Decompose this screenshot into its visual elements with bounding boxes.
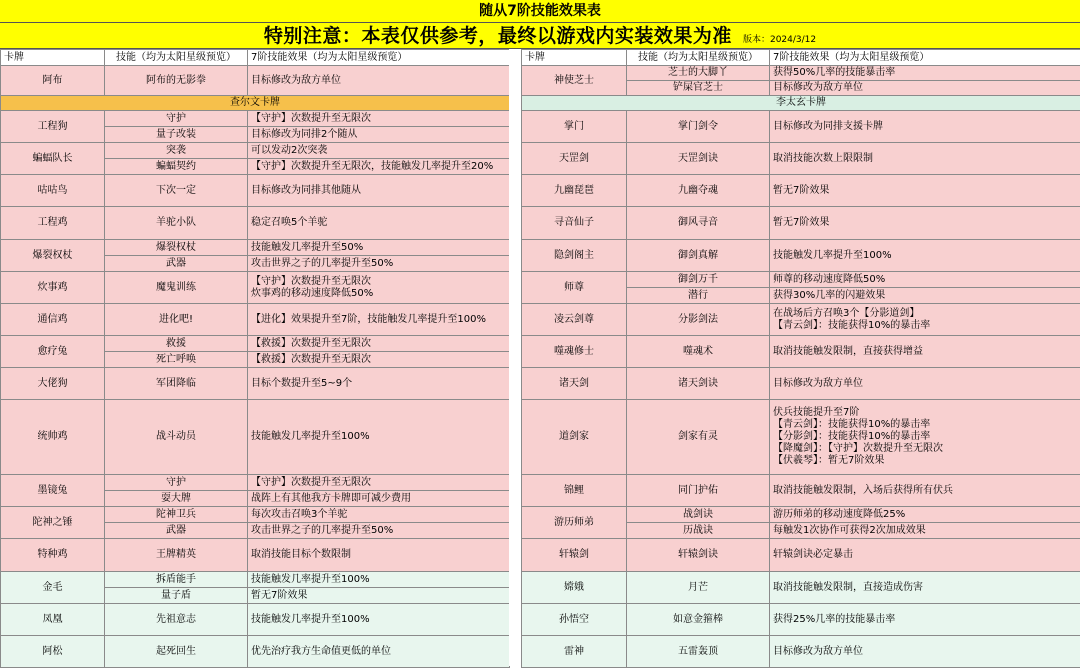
table-row	[1, 368, 510, 400]
column-header: 技能（均为太阳星级预览）	[627, 50, 770, 66]
card-name: 大佬狗	[1, 368, 105, 400]
skill-effect: 【守护】次数提升至无限次 炊事鸡的移动速度降低50%	[248, 272, 510, 304]
skill-name: 军团降临	[105, 368, 248, 400]
card-name: 愈疗兔	[1, 336, 105, 368]
column-header: 7阶技能效果（均为太阳星级预览）	[248, 50, 510, 66]
skill-effect: 目标个数提升至5~9个	[248, 368, 510, 400]
skill-effect: 获得25%几率的技能暴击率	[770, 604, 1080, 636]
skill-name: 下次一定	[105, 175, 248, 207]
table-row	[1, 111, 510, 127]
table-row	[522, 272, 1080, 288]
skill-name: 死亡呼唤	[105, 352, 248, 368]
skill-effect: 取消技能次数上限限制	[770, 143, 1080, 175]
skill-name: 王牌精英	[105, 539, 248, 572]
card-name: 诸天剑	[522, 368, 627, 400]
card-name: 统帅鸡	[1, 400, 105, 475]
skill-effect: 游历师弟的移动速度降低25%	[770, 507, 1080, 523]
card-name: 神使芝士	[522, 66, 627, 96]
card-name: 通信鸡	[1, 304, 105, 336]
skill-name: 起死回生	[105, 636, 248, 668]
skill-effect: 在战场后方召唤3个【分影道剑】 【青云剑】：技能获得10%的暴击率	[770, 304, 1080, 336]
table-row	[1, 304, 510, 336]
skill-name: 拆盾能手	[105, 572, 248, 588]
skill-effect: 【进化】效果提升至7阶，技能触发几率提升至100%	[248, 304, 510, 336]
skill-name: 阿布的无影拳	[105, 66, 248, 96]
card-name: 天罡剑	[522, 143, 627, 175]
skill-name: 轩辕剑诀	[627, 539, 770, 572]
table-row	[1, 272, 510, 304]
table-row	[522, 175, 1080, 207]
skill-effect: 目标修改为同排支援卡牌	[770, 111, 1080, 143]
table-row	[1, 604, 510, 636]
skill-effect: 技能触发几率提升至100%	[770, 240, 1080, 272]
table-row	[522, 66, 1080, 81]
skill-effect: 目标修改为敌方单位	[770, 368, 1080, 400]
card-name: 工程狗	[1, 111, 105, 143]
skill-name: 爆裂权杖	[105, 240, 248, 256]
skill-name: 剑家有灵	[627, 400, 770, 475]
table-row	[1, 475, 510, 491]
skill-name: 先祖意志	[105, 604, 248, 636]
card-name: 特种鸡	[1, 539, 105, 572]
table-row	[522, 336, 1080, 368]
skill-name: 分影剑法	[627, 304, 770, 336]
skill-effect: 获得50%几率的技能暴击率	[770, 66, 1080, 81]
skill-effect: 获得30%几率的闪避效果	[770, 288, 1080, 304]
table-row	[522, 507, 1080, 523]
skill-effect: 目标修改为同排其他随从	[248, 175, 510, 207]
skill-name: 天罡剑诀	[627, 143, 770, 175]
left-table	[0, 49, 510, 668]
skill-name: 武器	[105, 256, 248, 272]
table-row	[522, 143, 1080, 175]
card-name: 游历师弟	[522, 507, 627, 539]
skill-effect: 目标修改为同排2个随从	[248, 127, 510, 143]
skill-name: 御剑真解	[627, 240, 770, 272]
skill-name: 五雷轰顶	[627, 636, 770, 668]
skill-effect: 师尊的移动速度降低50%	[770, 272, 1080, 288]
card-name: 蝙蝠队长	[1, 143, 105, 175]
column-header: 技能（均为太阳星级预览）	[105, 50, 248, 66]
skill-name: 耍大牌	[105, 491, 248, 507]
skill-effect: 技能触发几率提升至100%	[248, 400, 510, 475]
table-row	[1, 539, 510, 572]
skill-name: 同门护佑	[627, 475, 770, 507]
skill-name: 掌门剑令	[627, 111, 770, 143]
skill-name: 芝士的大脚丫	[627, 66, 770, 81]
column-header: 7阶技能效果（均为太阳星级预览）	[770, 50, 1080, 66]
skill-effect: 目标修改为敌方单位	[248, 66, 510, 96]
skill-effect: 技能触发几率提升至100%	[248, 604, 510, 636]
skill-effect: 【守护】次数提升至无限次	[248, 111, 510, 127]
skill-effect: 每次攻击召唤3个羊驼	[248, 507, 510, 523]
skill-effect: 取消技能触发限制，直接获得增益	[770, 336, 1080, 368]
skill-effect: 技能触发几率提升至50%	[248, 240, 510, 256]
table-row	[1, 636, 510, 668]
card-name: 师尊	[522, 272, 627, 304]
column-header: 卡牌	[1, 50, 105, 66]
skill-name: 羊驼小队	[105, 207, 248, 240]
skill-name: 如意金箍棒	[627, 604, 770, 636]
skill-effect: 取消技能触发限制，直接造成伤害	[770, 572, 1080, 604]
skill-name: 御剑万千	[627, 272, 770, 288]
skill-effect: 目标修改为敌方单位	[770, 636, 1080, 668]
card-name: 爆裂权杖	[1, 240, 105, 272]
table-row	[522, 475, 1080, 507]
card-name: 金毛	[1, 572, 105, 604]
skill-name: 救援	[105, 336, 248, 352]
card-name: 凤凰	[1, 604, 105, 636]
table-row	[522, 636, 1080, 668]
notice-text: 特别注意：本表仅供参考，最终以游戏内实装效果为准	[264, 25, 732, 47]
skill-effect: 取消技能触发限制，入场后获得所有伏兵	[770, 475, 1080, 507]
skill-name: 潜行	[627, 288, 770, 304]
skill-name: 武器	[105, 523, 248, 539]
table-row	[1, 240, 510, 256]
table-row	[1, 66, 510, 96]
skill-name: 陀神卫兵	[105, 507, 248, 523]
table-row	[1, 143, 510, 159]
card-name: 掌门	[522, 111, 627, 143]
table-row	[522, 539, 1080, 572]
skill-name: 九幽夺魂	[627, 175, 770, 207]
card-name: 嫦娥	[522, 572, 627, 604]
version-label: 版本：2024/3/12	[743, 35, 816, 45]
skill-effect: 技能触发几率提升至100%	[248, 572, 510, 588]
card-name: 道剑家	[522, 400, 627, 475]
skill-name: 战斗动员	[105, 400, 248, 475]
table-row	[522, 111, 1080, 143]
skill-name: 魔鬼训练	[105, 272, 248, 304]
column-header: 卡牌	[522, 50, 627, 66]
table-row	[522, 304, 1080, 336]
table-row	[522, 207, 1080, 240]
card-name: 阿布	[1, 66, 105, 96]
table-title: 随从7阶技能效果表	[0, 0, 1080, 23]
section-header: 李太玄卡牌	[522, 96, 1080, 111]
table-row	[1, 572, 510, 588]
skill-effect: 【守护】次数提升至无限次	[248, 475, 510, 491]
card-name: 九幽琵琶	[522, 175, 627, 207]
card-name: 雷神	[522, 636, 627, 668]
skill-name: 战剑诀	[627, 507, 770, 523]
table-row	[522, 572, 1080, 604]
skill-effect: 战阵上有其他我方卡牌即可减少费用	[248, 491, 510, 507]
right-effects-table	[521, 49, 1080, 668]
skill-effect: 暂无7阶效果	[248, 588, 510, 604]
section-header: 查尔文卡牌	[1, 96, 510, 111]
skill-effect: 暂无7阶效果	[770, 207, 1080, 240]
table-row	[1, 207, 510, 240]
skill-name: 诸天剑诀	[627, 368, 770, 400]
skill-effect: 轩辕剑诀必定暴击	[770, 539, 1080, 572]
card-name: 孙悟空	[522, 604, 627, 636]
skill-effect: 目标修改为敌方单位	[770, 81, 1080, 96]
skill-effect: 【守护】次数提升至无限次，技能触发几率提升至20%	[248, 159, 510, 175]
skill-name: 蝙蝠契约	[105, 159, 248, 175]
table-row	[1, 336, 510, 352]
card-name: 锦鲤	[522, 475, 627, 507]
skill-effect: 优先治疗我方生命值更低的单位	[248, 636, 510, 668]
table-row	[522, 240, 1080, 272]
skill-name: 量子盾	[105, 588, 248, 604]
skill-effect: 每触发1次协作可获得2次加成效果	[770, 523, 1080, 539]
table-row	[522, 368, 1080, 400]
right-table	[521, 49, 1080, 668]
skill-effect: 攻击世界之子的几率提升至50%	[248, 523, 510, 539]
card-name: 轩辕剑	[522, 539, 627, 572]
skill-effect: 【救援】次数提升至无限次	[248, 352, 510, 368]
skill-name: 进化吧!	[105, 304, 248, 336]
skill-effect: 暂无7阶效果	[770, 175, 1080, 207]
skill-effect: 攻击世界之子的几率提升至50%	[248, 256, 510, 272]
skill-effect: 稳定召唤5个羊驼	[248, 207, 510, 240]
skill-name: 历战诀	[627, 523, 770, 539]
card-name: 咕咕鸟	[1, 175, 105, 207]
skill-name: 御风寻音	[627, 207, 770, 240]
card-name: 寻音仙子	[522, 207, 627, 240]
table-row	[1, 507, 510, 523]
table-row	[1, 175, 510, 207]
card-name: 噬魂修士	[522, 336, 627, 368]
card-name: 工程鸡	[1, 207, 105, 240]
table-row	[522, 400, 1080, 475]
card-name: 阿松	[1, 636, 105, 668]
card-name: 隐剑阁主	[522, 240, 627, 272]
skill-name: 噬魂术	[627, 336, 770, 368]
table-gap	[509, 49, 521, 666]
skill-name: 守护	[105, 111, 248, 127]
skill-effect: 取消技能目标个数限制	[248, 539, 510, 572]
skill-name: 守护	[105, 475, 248, 491]
card-name: 炊事鸡	[1, 272, 105, 304]
table-row	[1, 400, 510, 475]
skill-effect: 伏兵技能提升至7阶 【青云剑】：技能获得10%的暴击率 【分影剑】：技能获得10%的暴击率 【降魔剑】：【守护】次数提升至无限次 【伏羲琴】：暂无7阶效果	[770, 400, 1080, 475]
notice-banner	[0, 23, 1080, 49]
card-name: 凌云剑尊	[522, 304, 627, 336]
skill-name: 月芒	[627, 572, 770, 604]
card-name: 陀神之锤	[1, 507, 105, 539]
skill-name: 铲屎官芝士	[627, 81, 770, 96]
skill-effect: 可以发动2次突袭	[248, 143, 510, 159]
skill-name: 突袭	[105, 143, 248, 159]
skill-name: 量子改装	[105, 127, 248, 143]
card-name: 墨镜兔	[1, 475, 105, 507]
table-row	[522, 604, 1080, 636]
skill-effect: 【救援】次数提升至无限次	[248, 336, 510, 352]
left-effects-table	[0, 49, 510, 668]
